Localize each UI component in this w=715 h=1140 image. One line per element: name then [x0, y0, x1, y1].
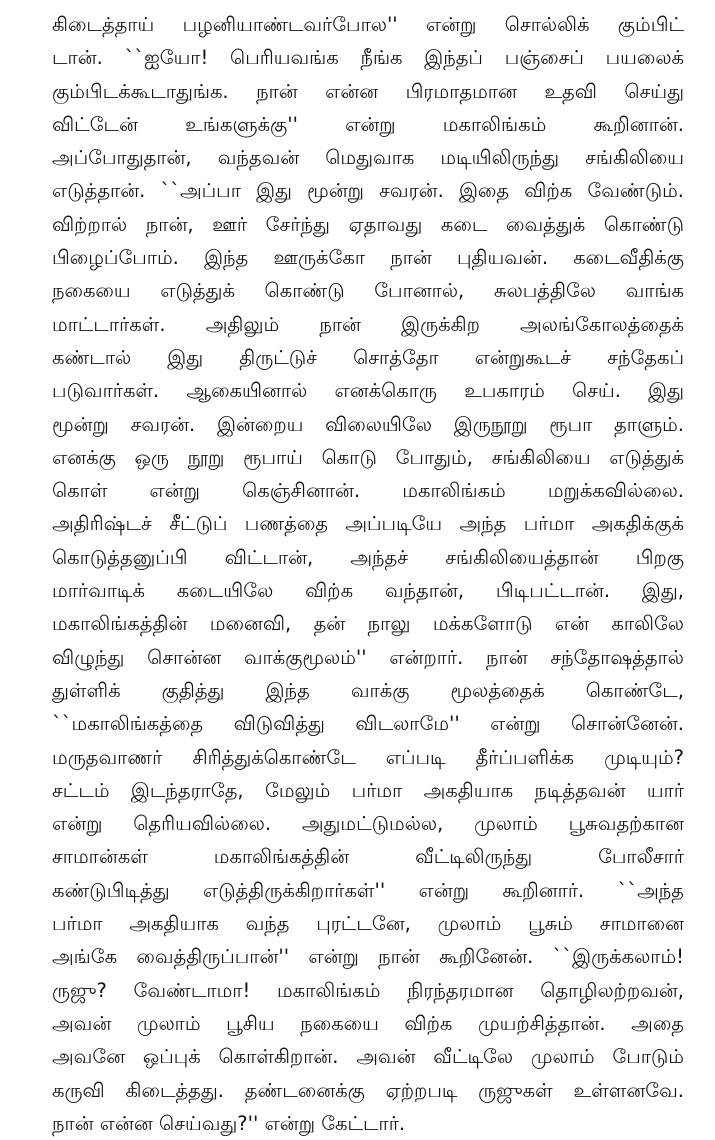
text-line: மாட்டார்கள். அதிலும் நான் இருக்கிற அலங்கோலத்தைக் [52, 312, 684, 336]
text-line: மருதவாணர் சிரித்துக்கொண்டே எப்படி தீர்ப்பளிக்க முடியும்? [52, 745, 684, 769]
body-text [52, 8, 684, 1140]
text-line: விற்றால் நான், ஊர் சேர்ந்து ஏதாவது கடை வைத்துக் கொண்டு [52, 212, 684, 236]
text-line: நகையை எடுத்துக் கொண்டு போனால், சுலபத்திலே வாங்க [52, 279, 684, 303]
text-line: படுவார்கள். ஆகையினால் எனக்கொரு உபகாரம் செய். இது [52, 379, 684, 403]
text-line: அவன் முலாம் பூசிய நகையை விற்க முயற்சித்தான். அதை [52, 1011, 684, 1035]
text-line: டான். ``ஐயோ! பெரியவங்க நீங்க இந்தப் பஞ்சைப் பயலைக் [52, 46, 684, 70]
text-line: மகாலிங்கத்தின் மனைவி, தன் நாலு மக்களோடு என் காலிலே [52, 612, 684, 636]
text-line: கும்பிடக்கூடாதுங்க. நான் என்ன பிரமாதமான உதவி செய்து [52, 79, 684, 103]
text-line: எனக்கு ஒரு நூறு ரூபாய் கொடு போதும், சங்கிலியை எடுத்துக் [52, 445, 684, 469]
text-line: கிடைத்தாய் பழனியாண்டவர்போல'' என்று சொல்லிக் கும்பிட் [52, 13, 684, 36]
text-line: கண்டுபிடித்து எடுத்திருக்கிறார்கள்'' என்று கூறினார். ``அந்த [52, 878, 684, 902]
text-line: துள்ளிக் குதித்து இந்த வாக்கு மூலத்தைக் கொண்டே, [52, 678, 684, 702]
text-line: எடுத்தான். ``அப்பா இது மூன்று சவரன். இதை விற்க வேண்டும். [52, 179, 684, 203]
text-line: சட்டம் இடந்தராதே, மேலும் பர்மா அகதியாக நடித்தவன் யார் [52, 778, 684, 802]
text-line: ருஜு? வேண்டாமா! மகாலிங்கம் நிரந்தரமான தொழிலற்றவன், [52, 978, 684, 1002]
text-line: மார்வாடிக் கடையிலே விற்க வந்தான், பிடிபட்டான். இது, [52, 579, 684, 603]
text-line: அங்கே வைத்திருப்பான்'' என்று நான் கூறினேன். ``இருக்கலாம்! [52, 945, 684, 969]
text-line: சாமான்கள் மகாலிங்கத்தின் வீட்டிலிருந்து போலீசார் [52, 845, 684, 869]
text-line: கொள் என்று கெஞ்சினான். மகாலிங்கம் மறுக்கவில்லை. [52, 479, 684, 503]
text-line: மூன்று சவரன். இன்றைய விலையிலே இருநூறு ரூபா தாளும். [52, 412, 684, 436]
text-line: நான் என்ன செய்வது?'' என்று கேட்டார். [52, 1111, 406, 1135]
text-line: கண்டால் இது திருட்டுச் சொத்தோ என்றுகூடச் சந்தேகப் [52, 345, 684, 369]
text-line: விட்டேன் உங்களுக்கு'' என்று மகாலிங்கம் கூறினான். [52, 112, 684, 136]
text-line: பர்மா அகதியாக வந்த புரட்டனே, முலாம் பூசும் சாமானை [52, 912, 684, 936]
text-line: ``மகாலிங்கத்தை விடுவித்து விடலாமே'' என்று சொன்னேன். [52, 712, 684, 736]
text-line: விழுந்து சொன்ன வாக்குமூலம்'' என்றார். நான் சந்தோஷத்தால் [52, 645, 684, 669]
text-line: பிழைப்போம். இந்த ஊருக்கோ நான் புதியவன். கடைவீதிக்கு [52, 246, 684, 270]
text-line: என்று தெரியவில்லை. அதுமட்டுமல்ல, முலாம் பூசுவதற்கான [52, 812, 684, 836]
text-line: அப்போதுதான், வந்தவன் மெதுவாக மடியிலிருந்து சங்கிலியை [52, 146, 684, 170]
text-line: கொடுத்தனுப்பி விட்டான், அந்தச் சங்கிலியைத்தான் பிறகு [52, 545, 684, 569]
text-line: அவனே ஒப்புக் கொள்கிறான். அவன் வீட்டிலே முலாம் போடும் [52, 1045, 684, 1069]
text-line: கருவி கிடைத்தது. தண்டனைக்கு ஏற்றபடி ருஜுகள் உள்ளனவே. [52, 1078, 684, 1102]
text-line: அதிரிஷ்டச் சீட்டுப் பணத்தை அப்படியே அந்த பர்மா அகதிக்குக் [52, 512, 684, 536]
